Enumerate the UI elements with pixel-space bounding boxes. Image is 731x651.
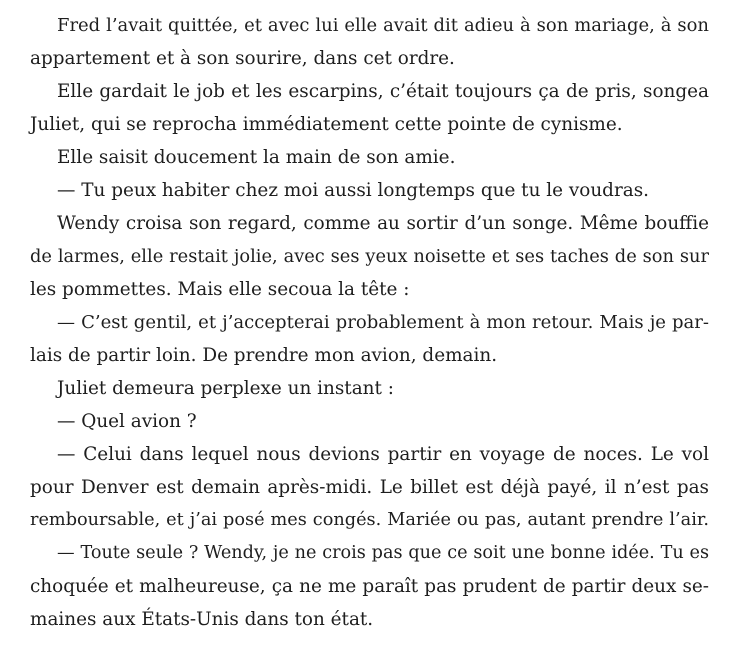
text-line: Elle gardait le job et les escarpins, c’était toujours ça de pris, songea	[57, 81, 709, 102]
page-text	[30, 9, 709, 636]
text-line: choquée et malheureuse, ça ne me paraît pas prudent de partir deux se-	[30, 576, 709, 597]
text-line: Wendy croisa son regard, comme au sortir d’un songe. Même bouffie	[57, 213, 709, 234]
text-line: Juliet, qui se reprocha immédiatement cette pointe de cynisme.	[30, 114, 623, 135]
text-line: — Toute seule ? Wendy, je ne crois pas que ce soit une bonne idée. Tu es	[57, 543, 709, 563]
text-line: — Celui dans lequel nous devions partir en voyage de noces. Le vol	[57, 444, 709, 465]
text-line: Elle saisit doucement la main de son amie.	[57, 147, 456, 168]
text-line: appartement et à son sourire, dans cet ordre.	[30, 48, 455, 69]
text-line: — C’est gentil, et j’accepterai probablement à mon retour. Mais je par-	[57, 312, 709, 333]
text-line: Fred l’avait quittée, et avec lui elle avait dit adieu à son mariage, à son	[57, 15, 709, 36]
text-line: — Quel avion ?	[57, 411, 197, 432]
text-line: — Tu peux habiter chez moi aussi longtemps que tu le voudras.	[57, 180, 649, 201]
text-line: pour Denver est demain après-midi. Le billet est déjà payé, il n’est pas	[30, 477, 709, 498]
text-line: maines aux États-Unis dans ton état.	[30, 609, 374, 630]
text-line: lais de partir loin. De prendre mon avion, demain.	[30, 345, 498, 366]
text-line: Juliet demeura perplexe un instant :	[57, 378, 394, 399]
text-line: remboursable, et j’ai posé mes congés. Mariée ou pas, autant prendre l’air.	[30, 510, 709, 530]
text-line: de larmes, elle restait jolie, avec ses yeux noisette et ses taches de son sur	[30, 246, 709, 267]
text-line: les pommettes. Mais elle secoua la tête :	[30, 279, 410, 300]
